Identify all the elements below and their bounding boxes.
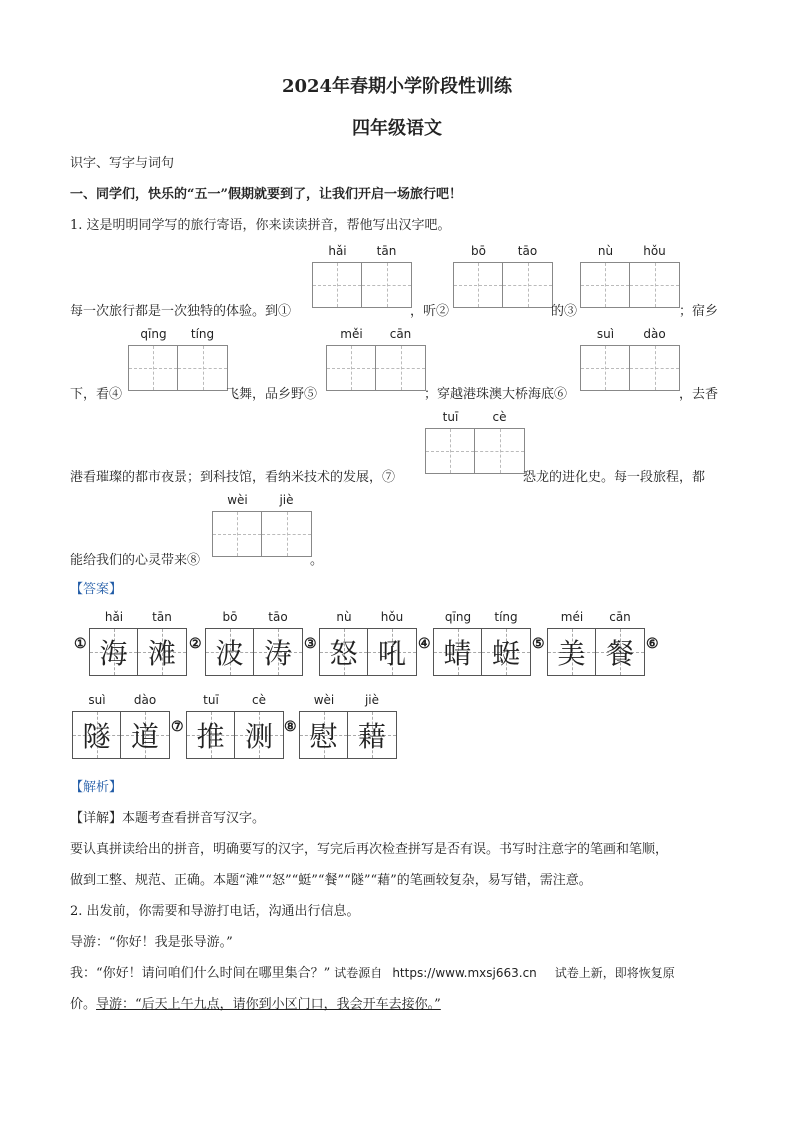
answer-char-1b: 滩 (147, 637, 176, 670)
answer-box-3[interactable] (580, 262, 680, 308)
answer-num-6: ⑥ (646, 636, 659, 652)
q2-guide-line: 导游：“你好！我是张导游。” (70, 935, 233, 950)
answer-char-2a: 波 (215, 637, 244, 670)
answer-box-7[interactable] (425, 428, 525, 474)
answer-pinyin-8a: wèi (313, 693, 335, 707)
pinyin-8a: wèi (227, 493, 248, 507)
answer-pinyin-2a: bō (222, 610, 238, 624)
q1-line1-text-c: 的③ (551, 304, 578, 319)
pinyin-3b: hǒu (643, 244, 666, 258)
pinyin-1b: tān (376, 244, 397, 258)
answer-label: 【答案】 (70, 582, 123, 597)
pinyin-6b: dào (643, 327, 666, 341)
answer-pinyin-3a: nù (336, 610, 352, 624)
pinyin-2a: bō (471, 244, 486, 258)
answer-num-2: ② (189, 636, 202, 652)
answer-pinyin-5b: cān (609, 610, 631, 624)
answer-char-6a: 隧 (82, 720, 111, 753)
analysis-label: 【解析】 (70, 780, 123, 795)
answer-num-3: ③ (304, 636, 317, 652)
answer-num-7: ⑦ (171, 719, 184, 735)
answer-pinyin-2b: tāo (268, 610, 288, 624)
answer-char-4a: 蜻 (443, 637, 472, 670)
answer-char-3a: 怒 (329, 637, 358, 670)
answer-char-7a: 推 (196, 720, 225, 753)
q1-line1-text-b: ，听② (410, 304, 450, 319)
q1-line1-text-d: ；宿乡 (679, 304, 719, 319)
q2-guide-reply: 导游：“后天上午九点，请你到小区门口，我会开车去接你。” (96, 997, 441, 1012)
watermark-notice: 试卷上新，即将恢复原 (554, 966, 675, 980)
answer-num-4: ④ (418, 636, 431, 652)
pinyin-4a: qīng (140, 327, 167, 341)
q1-line2-text-c: ；穿越港珠澳大桥海底⑥ (424, 387, 568, 402)
section-label: 识字、写字与词句 (70, 156, 175, 171)
pinyin-5a: měi (340, 327, 363, 341)
answer-grid-2 (205, 628, 303, 676)
answer-grid-1 (89, 628, 187, 676)
answer-grid-5 (547, 628, 645, 676)
q1-line4-text-a: 能给我们的心灵带来⑧ (70, 553, 201, 568)
q1-line2-text-d: ，去香 (679, 387, 719, 402)
answer-pinyin-6a: suì (88, 693, 106, 707)
answer-grid-4 (433, 628, 531, 676)
q1-line3-text-b: 恐龙的进化史。每一段旅程，都 (523, 470, 706, 485)
answer-char-7b: 测 (244, 720, 273, 753)
q2-me-question: 我：“你好！请问咱们什么时间在哪里集合？” (70, 966, 331, 981)
answer-grid-7 (186, 711, 284, 759)
answer-box-8[interactable] (212, 511, 312, 557)
answer-char-5a: 美 (557, 637, 586, 670)
answer-char-2b: 涛 (263, 637, 292, 670)
answer-pinyin-1a: hǎi (104, 610, 124, 624)
q1-line3-text-a: 港看璀璨的都市夜景；到科技馆，看纳米技术的发展，⑦ (70, 470, 396, 485)
page-title: 2024年春期小学阶段性训练 (281, 76, 513, 97)
question-2-intro: 2. 出发前，你需要和导游打电话，沟通出行信息。 (70, 904, 360, 919)
answer-grid-8 (299, 711, 397, 759)
answer-pinyin-8b: jiè (364, 693, 380, 707)
answer-box-2[interactable] (453, 262, 553, 308)
part-one-heading: 一、同学们，快乐的“五一”假期就要到了，让我们开启一场旅行吧！ (70, 187, 462, 202)
answer-box-4[interactable] (128, 345, 228, 391)
answer-pinyin-1b: tān (152, 610, 172, 624)
answer-num-8: ⑧ (284, 719, 297, 735)
answer-pinyin-5a: méi (560, 610, 584, 624)
answer-box-1[interactable] (312, 262, 412, 308)
answer-pinyin-4a: qīng (444, 610, 472, 624)
q2-me-line (70, 962, 675, 981)
pinyin-1a: hǎi (328, 244, 347, 258)
answer-num-1: ① (74, 636, 87, 652)
answer-grid-6 (72, 711, 170, 759)
answer-num-5: ⑤ (532, 636, 545, 652)
answer-char-1a: 海 (99, 637, 128, 670)
answer-pinyin-6b: dào (133, 693, 157, 707)
q2-reply-line (70, 993, 441, 1012)
pinyin-4b: tíng (190, 327, 215, 341)
answer-pinyin-3b: hǒu (380, 610, 404, 624)
pinyin-6a: suì (596, 327, 615, 341)
answer-char-4b: 蜓 (491, 637, 520, 670)
pinyin-7b: cè (492, 410, 507, 424)
answer-grid-3 (319, 628, 417, 676)
detail-paragraph-1: 要认真拼读给出的拼音，明确要写的汉字，写完后再次检查拼写是否有误。书写时注意字的笔画和笔顺， (70, 842, 669, 857)
answer-char-3b: 吼 (377, 637, 406, 670)
answer-char-8b: 藉 (357, 720, 386, 753)
question-1-intro: 1. 这是明明同学写的旅行寄语，你来读读拼音，帮他写出汉字吧。 (70, 218, 451, 233)
pinyin-5b: cān (389, 327, 412, 341)
q1-line2-text-b: 飞舞，品乡野⑤ (226, 387, 318, 402)
answer-char-6b: 道 (130, 720, 159, 753)
page-subtitle: 四年级语文 (352, 118, 442, 139)
pinyin-8b: jiè (279, 493, 294, 507)
answer-box-5[interactable] (326, 345, 426, 391)
watermark-url[interactable]: https://www.mxsj663.cn (392, 966, 537, 980)
answer-pinyin-7b: cè (252, 693, 266, 707)
pinyin-7a: tuī (442, 410, 459, 424)
answer-box-6[interactable] (580, 345, 680, 391)
q2-reply-prefix: 价。 (70, 997, 97, 1012)
detail-paragraph-2: 做到工整、规范、正确。本题“滩”“怒”“蜓”“餐”“隧”“藉”的笔画较复杂，易写错，需注意。 (70, 873, 592, 888)
q1-line4-text-b: 。 (310, 553, 324, 568)
detail-heading: 【详解】本题考查看拼音写汉字。 (70, 811, 266, 826)
answer-pinyin-7a: tuī (203, 693, 219, 707)
answer-pinyin-4b: tíng (494, 610, 518, 624)
pinyin-2b: tāo (517, 244, 538, 258)
answer-char-5b: 餐 (605, 637, 634, 670)
q1-line1-text-a: 每一次旅行都是一次独特的体验。到① (70, 304, 292, 319)
watermark-source: 试卷源自 (334, 966, 383, 980)
answer-char-8a: 慰 (309, 720, 338, 753)
pinyin-3a: nù (597, 244, 614, 258)
q1-line2-text-a: 下，看④ (70, 387, 123, 402)
